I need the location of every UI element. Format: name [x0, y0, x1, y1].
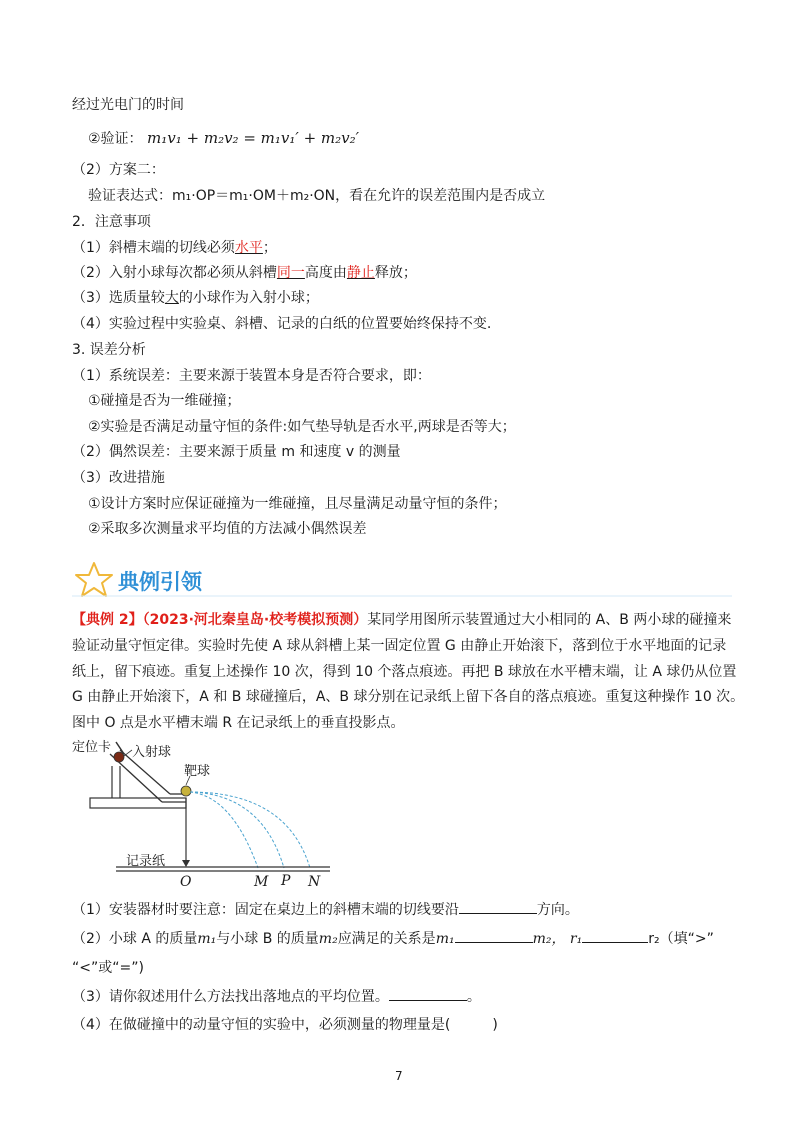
- example-line: 验证动量守恒定律。实验时先使 A 球从斜槽上某一固定位置 G 由静止开始滚下，落到位于水平地面的记录: [72, 638, 727, 654]
- answer-blank[interactable]: [455, 929, 533, 943]
- momentum-formula: m₁v₁ + m₂v₂ = m₁v₁′ + m₂v₂′: [147, 129, 360, 147]
- key-word: 同一: [276, 265, 305, 281]
- text-segment: （2）小球 A 的质量: [72, 931, 198, 947]
- note-line: [72, 237, 277, 257]
- note-line: [72, 287, 319, 307]
- answer-blank[interactable]: [459, 900, 537, 914]
- label-incident-ball: 入射球: [132, 745, 172, 760]
- text-line: （1）系统误差：主要来源于装置本身是否符合要求，即：: [72, 368, 431, 384]
- text-line: 验证表达式：m₁·OP＝m₁·OM＋m₂·ON，看在允许的误差范围内是否成立: [88, 188, 546, 204]
- plumb-arrow: [182, 860, 190, 867]
- label-point-M: M: [254, 874, 269, 890]
- text-segment: 。: [466, 989, 481, 1005]
- math-m1: m₁: [197, 931, 217, 947]
- incident-ball: [114, 752, 124, 762]
- page-number: 7: [395, 1069, 403, 1083]
- label-point-P: P: [281, 873, 291, 889]
- text-segment: 释放；: [374, 265, 417, 281]
- example-line: 图中 O 点是水平槽末端 R 在记录纸上的垂直投影点。: [72, 715, 405, 731]
- apparatus-figure: [72, 736, 342, 892]
- text-segment: （1）斜槽末端的切线必须: [72, 240, 235, 256]
- example-line: [72, 609, 731, 629]
- key-word: 水平: [234, 240, 263, 256]
- question-4: （4）在做碰撞中的动量守恒的实验中，必须测量的物理量是( ): [72, 1017, 498, 1033]
- note-line: [72, 262, 417, 282]
- trajectory-P: [190, 792, 284, 868]
- text-line: ①碰撞是否为一维碰撞；: [88, 393, 241, 409]
- answer-blank[interactable]: [582, 929, 648, 943]
- text-line: ①设计方案时应保证碰撞为一维碰撞，且尽量满足动量守恒的条件；: [88, 496, 507, 512]
- text-segment: 应满足的关系是: [337, 931, 436, 947]
- text-segment: （3）选质量较: [72, 290, 165, 306]
- trajectory-M: [190, 792, 258, 868]
- label-point-O: O: [180, 874, 192, 890]
- text-segment: 方向。: [536, 902, 579, 918]
- text-segment: 高度由: [304, 265, 347, 281]
- math-m2: m₂: [318, 931, 338, 947]
- key-word: 大: [164, 290, 179, 306]
- formula-line: [88, 128, 359, 148]
- text-line: ②采取多次测量求平均值的方法减小偶然误差: [88, 521, 367, 537]
- text-line: 经过光电门的时间: [72, 97, 184, 113]
- text-segment: 与小球 B 的质量: [216, 931, 319, 947]
- text-line: （2）偶然误差：主要来源于质量 m 和速度 v 的测量: [72, 444, 401, 460]
- math-m1: m₁: [435, 931, 455, 947]
- example-line: G 由静止开始滚下，A 和 B 球碰撞后，A、B 球分别在记录纸上留下各自的落点痕迹。重复这种操作 10 次。: [72, 689, 745, 705]
- label-position-card: 定位卡: [72, 740, 112, 755]
- text-segment: ；: [262, 240, 277, 256]
- example-source: （2023·河北秦皇岛·校考模拟预测）: [142, 612, 368, 628]
- answer-blank[interactable]: [389, 987, 467, 1001]
- label-point-N: N: [308, 874, 321, 890]
- label-target-ball: 靶球: [184, 764, 211, 779]
- section-heading: 2．注意事项: [72, 214, 151, 230]
- section-title: 典例引领: [118, 570, 202, 594]
- leader-line: [124, 750, 132, 756]
- question-1: [72, 899, 579, 919]
- question-2: [72, 928, 714, 948]
- text-segment: 的小球作为入射小球；: [178, 290, 319, 306]
- target-ball: [181, 786, 191, 796]
- example-line: 纸上，留下痕迹。重复上述操作 10 次，得到 10 个落点痕迹。再把 B 球放在水平槽末端，让 A 球仍从位置: [72, 664, 737, 680]
- text-segment: （3）请你叙述用什么方法找出落地点的平均位置。: [72, 989, 389, 1005]
- text-line: （2）方案二：: [72, 162, 165, 178]
- text-line: ②实验是否满足动量守恒的条件:如气垫导轨是否水平,两球是否等大；: [88, 419, 516, 435]
- trajectory-N: [190, 792, 310, 868]
- question-2-cont: “<”或“=”): [72, 960, 144, 976]
- text-line: （3）改进措施: [72, 470, 165, 486]
- text-segment: 某同学用图所示装置通过大小相同的 A、B 两小球的碰撞来: [367, 612, 732, 628]
- example-label: 【典例 2】: [72, 612, 143, 628]
- math-m2: m₂，: [532, 931, 566, 947]
- text-segment: （1）安装器材时要注意：固定在桌边上的斜槽末端的切线要沿: [72, 902, 459, 918]
- key-word: 静止: [346, 265, 375, 281]
- question-3: [72, 986, 481, 1006]
- label-record-paper: 记录纸: [126, 854, 166, 869]
- math-r1: r₁: [569, 931, 583, 947]
- section-heading: 3. 误差分析: [72, 342, 146, 358]
- table: [90, 798, 186, 808]
- text-segment: （2）入射小球每次都必须从斜槽: [72, 265, 277, 281]
- note-line: （4）实验过程中实验桌、斜槽、记录的白纸的位置要始终保持不变.: [72, 316, 492, 332]
- text-segment: r₂（填“>”: [648, 931, 714, 947]
- text-prefix: ②验证：: [88, 131, 143, 147]
- section-banner: [72, 560, 732, 600]
